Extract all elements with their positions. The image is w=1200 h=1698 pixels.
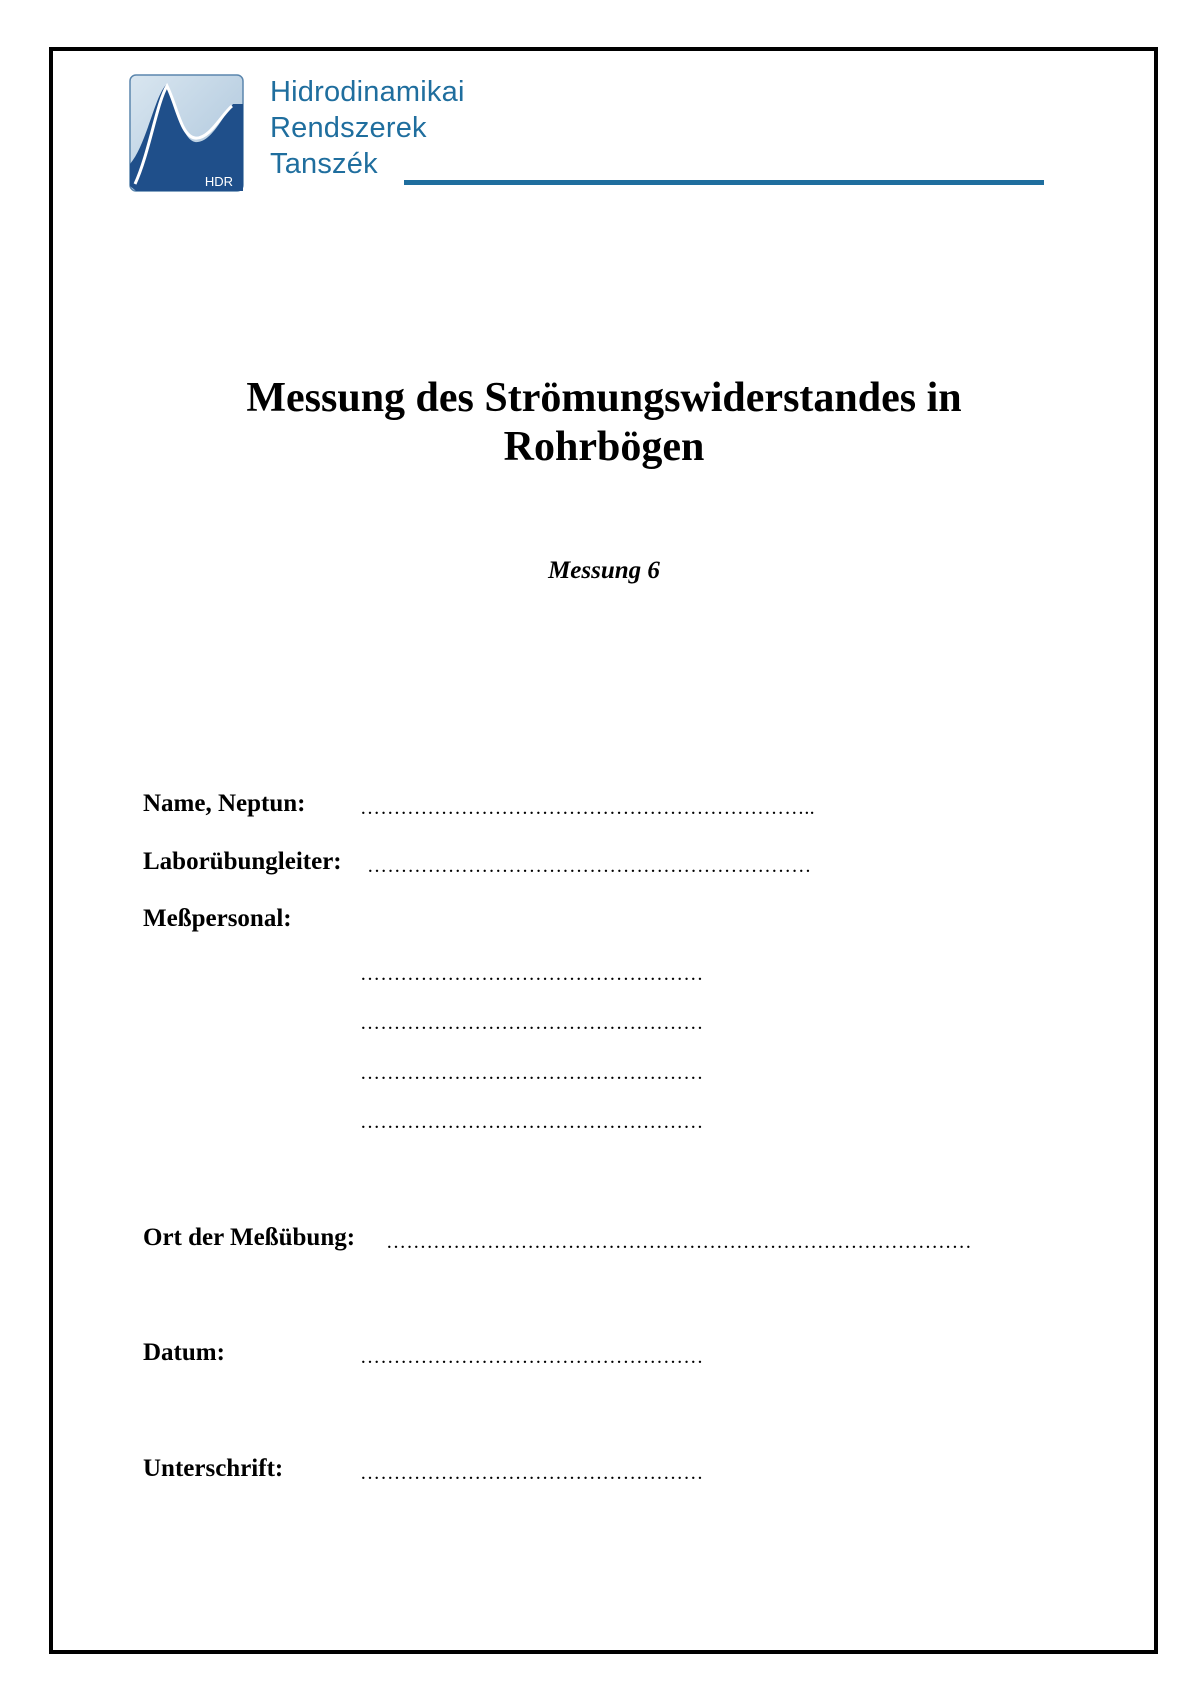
title-line-2: Rohrbögen <box>503 424 705 470</box>
org-line-3: Tanszék <box>270 148 378 180</box>
document-title <box>120 374 1088 472</box>
personal-field-2[interactable]: …………………………………………… <box>360 1012 704 1034</box>
hdr-logo <box>129 74 244 192</box>
datum-label: Datum: <box>143 1339 225 1366</box>
name-field[interactable]: ………………………………………………………….. <box>360 797 815 819</box>
unterschrift-label: Unterschrift: <box>143 1455 284 1482</box>
title-line-1: Messung des Strömungswiderstandes in <box>246 375 962 421</box>
datum-field[interactable]: …………………………………………… <box>360 1346 704 1368</box>
org-line-1: Hidrodinamikai <box>270 76 465 108</box>
ort-label: Ort der Meßübung: <box>143 1224 356 1251</box>
svg-text:HDR: HDR <box>204 174 233 189</box>
personal-field-3[interactable]: …………………………………………… <box>360 1062 704 1084</box>
personal-field-1[interactable]: …………………………………………… <box>360 963 704 985</box>
name-label: Name, Neptun: <box>143 790 306 817</box>
unterschrift-field[interactable]: …………………………………………… <box>360 1462 704 1484</box>
leiter-field[interactable]: ………………………………………………………… <box>367 855 812 877</box>
org-line-2: Rendszerek <box>270 112 427 144</box>
personal-label: Meßpersonal: <box>143 905 292 932</box>
organization-name <box>270 74 465 182</box>
document-subtitle: Messung 6 <box>548 557 660 584</box>
leiter-label: Laborübungleiter: <box>143 848 342 875</box>
header-rule <box>404 180 1044 185</box>
ort-field[interactable]: …………………………………………………………………………… <box>386 1231 972 1253</box>
personal-field-4[interactable]: …………………………………………… <box>360 1111 704 1133</box>
